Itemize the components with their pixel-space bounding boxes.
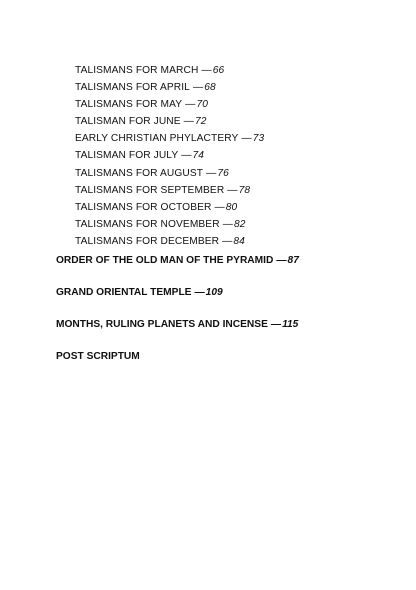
toc-subentry <box>75 96 264 113</box>
entry-dash: — <box>206 167 217 179</box>
entry-title: TALISMANS FOR MAY <box>75 99 183 111</box>
entry-dash: — <box>241 133 252 145</box>
toc-subentry <box>75 182 264 199</box>
entry-dash: — <box>214 201 225 213</box>
section-title: POST SCRIPTUM <box>56 351 140 362</box>
toc-subentry <box>75 165 264 182</box>
entry-dash: — <box>185 99 196 111</box>
entry-page-number: 73 <box>252 133 265 145</box>
entry-title: TALISMANS FOR DECEMBER <box>75 235 220 247</box>
entry-page-number: 70 <box>196 99 209 111</box>
entry-title: TALISMAN FOR JULY <box>75 150 179 162</box>
talisman-subentry-list <box>75 62 264 250</box>
entry-title: TALISMAN FOR JUNE <box>75 116 181 128</box>
entry-page-number: 72 <box>194 116 207 128</box>
entry-dash: — <box>181 150 192 162</box>
toc-section-entry <box>56 350 140 364</box>
toc-subentry <box>75 216 264 233</box>
toc-subentry <box>75 62 264 79</box>
entry-title: TALISMANS FOR NOVEMBER <box>75 218 220 230</box>
toc-section-entry <box>56 318 298 332</box>
section-page-number: 87 <box>287 255 299 266</box>
entry-dash: — <box>270 319 282 330</box>
toc-section-entry <box>56 286 223 300</box>
section-page-number: 109 <box>205 287 223 298</box>
entry-dash: — <box>222 218 233 230</box>
entry-title: TALISMANS FOR SEPTEMBER <box>75 184 225 196</box>
entry-dash: — <box>227 184 238 196</box>
toc-subentry <box>75 79 264 96</box>
toc-subentry <box>75 199 264 216</box>
entry-dash: — <box>201 65 212 76</box>
toc-subentry <box>75 113 264 130</box>
entry-page-number: 74 <box>192 150 205 162</box>
section-title: GRAND ORIENTAL TEMPLE <box>56 287 192 298</box>
entry-dash: — <box>194 287 205 298</box>
entry-page-number: 66 <box>212 65 225 76</box>
entry-page-number: 78 <box>238 184 251 196</box>
entry-dash: — <box>276 255 287 266</box>
toc-subentry <box>75 233 264 250</box>
entry-title: EARLY CHRISTIAN PHYLACTERY <box>75 133 239 145</box>
toc-subentry <box>75 147 264 164</box>
section-title: ORDER OF THE OLD MAN OF THE PYRAMID <box>56 255 274 266</box>
entry-page-number: 76 <box>217 167 229 179</box>
entry-dash: — <box>192 82 204 94</box>
entry-page-number: 84 <box>233 235 245 247</box>
section-page-number: 115 <box>282 319 299 330</box>
entry-title: TALISMANS FOR AUGUST <box>75 167 204 179</box>
entry-title: TALISMANS FOR OCTOBER <box>75 201 212 213</box>
entry-page-number: 80 <box>225 201 238 213</box>
entry-dash: — <box>183 116 194 128</box>
section-title: MONTHS, RULING PLANETS AND INCENSE <box>56 319 268 330</box>
entry-page-number: 82 <box>233 218 246 230</box>
entry-title: TALISMANS FOR MARCH <box>75 65 199 76</box>
toc-subentry <box>75 130 264 147</box>
entry-page-number: 68 <box>204 82 216 94</box>
entry-title: TALISMANS FOR APRIL <box>75 82 190 94</box>
toc-section-entry <box>56 254 299 268</box>
entry-dash: — <box>222 235 233 247</box>
